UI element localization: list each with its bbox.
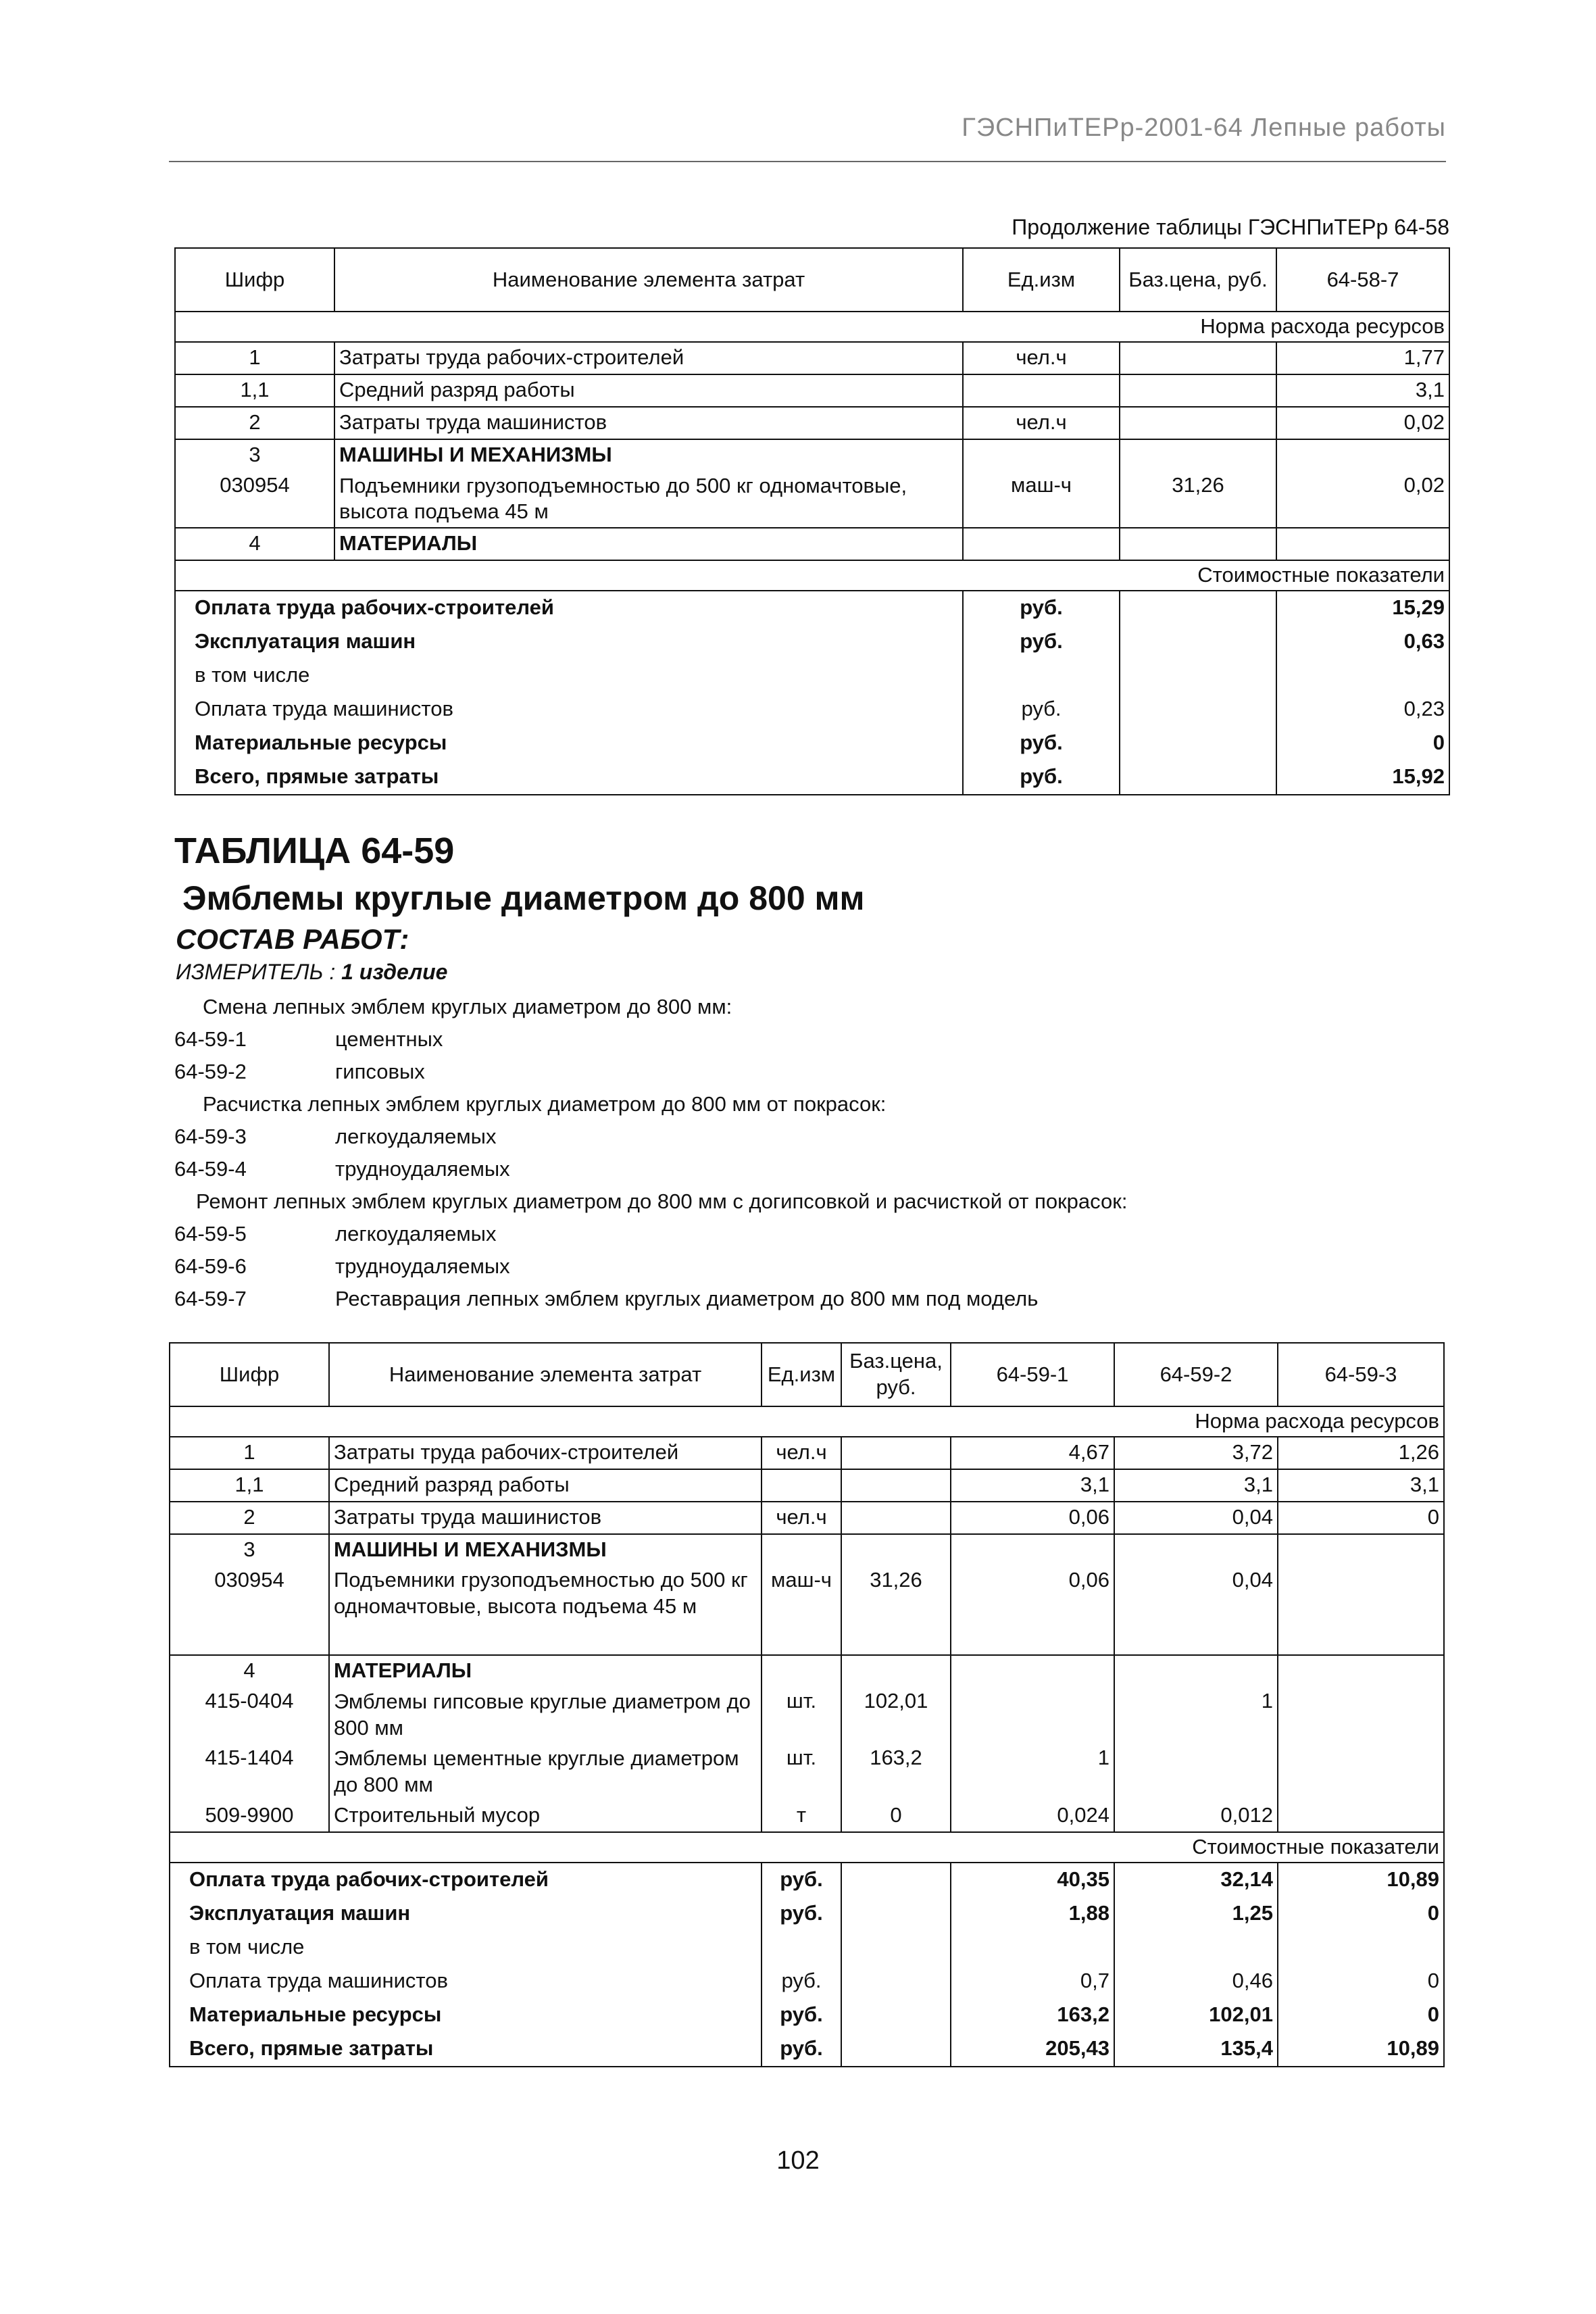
- table1-band-norm: [175, 312, 1449, 342]
- work-text: Реставрация лепных эмблем круглых диаметром до 800 мм под модель: [335, 1287, 1039, 1310]
- cell-unit: шт.: [762, 1744, 841, 1800]
- cell-price: 163,2: [841, 1744, 951, 1800]
- table1-caption: Продолжение таблицы ГЭСНПиТЕРр 64-58: [1012, 215, 1449, 239]
- summary-price-empty: [841, 1931, 951, 1965]
- cell-code: 030954: [170, 1566, 329, 1655]
- header-col1: 64-58-7: [1276, 248, 1449, 312]
- cell-value: [1114, 1655, 1278, 1687]
- cell-name: МАТЕРИАЛЫ: [334, 528, 963, 560]
- summary-row: [175, 727, 1449, 760]
- summary-unit: [762, 1931, 841, 1965]
- section-title: ТАБЛИЦА 64-59: [174, 831, 455, 871]
- cell-value: 1,26: [1278, 1437, 1444, 1469]
- work-code: 64-59-4: [174, 1157, 247, 1181]
- cell-unit: [762, 1655, 841, 1687]
- measure-line: [176, 960, 447, 985]
- summary-value: 10,89: [1278, 1863, 1444, 1897]
- cell-price: [1120, 407, 1276, 439]
- summary-price-empty: [1120, 625, 1276, 659]
- cell-name: Затраты труда рабочих-строителей: [329, 1437, 762, 1469]
- summary-unit: руб.: [762, 2032, 841, 2067]
- table1: [174, 247, 1450, 795]
- summary-price-empty: [841, 1863, 951, 1897]
- summary-price-empty: [841, 1998, 951, 2032]
- header-name: Наименование элемента затрат: [334, 248, 963, 312]
- cell-value: 0: [1278, 1502, 1444, 1534]
- work-group-intro: Ремонт лепных эмблем круглых диаметром до 800 мм с догипсовкой и расчисткой от покрасок:: [196, 1189, 1128, 1213]
- summary-value: 15,29: [1276, 591, 1449, 625]
- cell-value: [1278, 1744, 1444, 1800]
- table2-band-cost: [170, 1832, 1444, 1863]
- cell-price: [1120, 528, 1276, 560]
- cell-value: [1278, 1534, 1444, 1566]
- band-cost-label: Стоимостные показатели: [170, 1832, 1444, 1863]
- summary-value: [951, 1931, 1114, 1965]
- summary-name: Оплата труда машинистов: [170, 1965, 762, 1998]
- header-col1: 64-59-1: [951, 1343, 1114, 1406]
- work-item: [174, 1060, 1391, 1084]
- cell-code: 1: [170, 1437, 329, 1469]
- table1-band-cost: [175, 560, 1449, 591]
- cell-code: 3: [175, 439, 334, 471]
- summary-value: 0,23: [1276, 693, 1449, 727]
- summary-unit: [963, 659, 1120, 693]
- cell-name: Средний разряд работы: [334, 374, 963, 407]
- summary-value: 32,14: [1114, 1863, 1278, 1897]
- work-text: гипсовых: [335, 1060, 425, 1083]
- cell-price: [1120, 342, 1276, 374]
- summary-unit: руб.: [762, 1897, 841, 1931]
- summary-value: 0,46: [1114, 1965, 1278, 1998]
- cell-value: [951, 1687, 1114, 1744]
- summary-name: в том числе: [175, 659, 963, 693]
- cell-name: МАШИНЫ И МЕХАНИЗМЫ: [334, 439, 963, 471]
- header-rule: [169, 161, 1446, 162]
- cell-code: 4: [175, 528, 334, 560]
- work-code: 64-59-2: [174, 1060, 247, 1083]
- cell-value: 0,06: [951, 1502, 1114, 1534]
- summary-name: Эксплуатация машин: [175, 625, 963, 659]
- table-row: [175, 528, 1449, 560]
- table-row: [170, 1800, 1444, 1832]
- header-col2: 64-59-2: [1114, 1343, 1278, 1406]
- summary-value: 0: [1276, 727, 1449, 760]
- summary-value: 10,89: [1278, 2032, 1444, 2067]
- cell-name: Затраты труда рабочих-строителей: [334, 342, 963, 374]
- cell-name: Эмблемы гипсовые круглые диаметром до 800 мм: [329, 1687, 762, 1744]
- cell-unit: маш-ч: [762, 1566, 841, 1655]
- header-code: Шифр: [170, 1343, 329, 1406]
- cell-price: 0: [841, 1800, 951, 1832]
- summary-unit: руб.: [762, 1863, 841, 1897]
- cell-unit: [762, 1469, 841, 1502]
- work-item: [174, 1287, 1391, 1311]
- cell-value: [1276, 528, 1449, 560]
- work-text: трудноудаляемых: [335, 1254, 510, 1278]
- work-text: трудноудаляемых: [335, 1157, 510, 1181]
- section-subtitle: Эмблемы круглые диаметром до 800 мм: [182, 879, 865, 917]
- summary-price-empty: [1120, 693, 1276, 727]
- cell-value: 3,1: [1276, 374, 1449, 407]
- summary-row: [170, 1965, 1444, 1998]
- summary-unit: руб.: [762, 1965, 841, 1998]
- summary-name: Оплата труда машинистов: [175, 693, 963, 727]
- table-row: [170, 1502, 1444, 1534]
- cell-unit: [963, 374, 1120, 407]
- summary-value: 15,92: [1276, 760, 1449, 795]
- table-row: [175, 342, 1449, 374]
- work-text: легкоудаляемых: [335, 1125, 497, 1148]
- band-norm-label: Норма расхода ресурсов: [175, 312, 1449, 342]
- summary-unit: руб.: [963, 591, 1120, 625]
- summary-value: 102,01: [1114, 1998, 1278, 2032]
- summary-row: [170, 1931, 1444, 1965]
- cell-code: 415-0404: [170, 1687, 329, 1744]
- summary-unit: руб.: [963, 693, 1120, 727]
- table-row: [170, 1687, 1444, 1744]
- cell-value: 3,1: [951, 1469, 1114, 1502]
- cell-value: [1278, 1655, 1444, 1687]
- summary-row: [170, 1863, 1444, 1897]
- summary-price-empty: [1120, 591, 1276, 625]
- summary-value: 40,35: [951, 1863, 1114, 1897]
- measure-label: ИЗМЕРИТЕЛЬ :: [176, 960, 336, 984]
- cell-value: [951, 1534, 1114, 1566]
- cell-price: [841, 1655, 951, 1687]
- header-unit: Ед.изм: [963, 248, 1120, 312]
- table-row: [175, 439, 1449, 471]
- summary-value: [1276, 659, 1449, 693]
- cell-unit: чел.ч: [963, 342, 1120, 374]
- summary-value: 0: [1278, 1965, 1444, 1998]
- cell-unit: чел.ч: [762, 1502, 841, 1534]
- cell-unit: чел.ч: [963, 407, 1120, 439]
- summary-value: 1,25: [1114, 1897, 1278, 1931]
- work-item: [174, 1125, 1391, 1149]
- measure-value: 1 изделие: [341, 960, 448, 984]
- table-row: [170, 1566, 1444, 1655]
- summary-row: [175, 760, 1449, 795]
- summary-row: [175, 693, 1449, 727]
- work-code: 64-59-5: [174, 1222, 247, 1246]
- work-item: [174, 1157, 1391, 1181]
- cell-code: 3: [170, 1534, 329, 1566]
- work-group-intro: Смена лепных эмблем круглых диаметром до 800 мм:: [203, 995, 732, 1018]
- cell-value: 0,04: [1114, 1502, 1278, 1534]
- cell-value: [1276, 439, 1449, 471]
- cell-price: 31,26: [841, 1566, 951, 1655]
- header-code: Шифр: [175, 248, 334, 312]
- summary-unit: руб.: [963, 625, 1120, 659]
- summary-unit: руб.: [762, 1998, 841, 2032]
- table-row: [170, 1469, 1444, 1502]
- work-item: [174, 1254, 1391, 1279]
- work-code: 64-59-6: [174, 1254, 247, 1278]
- cell-value: 0,04: [1114, 1566, 1278, 1655]
- work-item: [174, 1222, 1391, 1246]
- work-code: 64-59-3: [174, 1125, 247, 1148]
- cell-value: [1114, 1534, 1278, 1566]
- table2-band-norm: [170, 1406, 1444, 1437]
- summary-price-empty: [841, 2032, 951, 2067]
- summary-name: Материальные ресурсы: [170, 1998, 762, 2032]
- cell-name: Подъемники грузоподъемностью до 500 кг одномачтовые, высота подъема 45 м: [329, 1566, 762, 1655]
- summary-row: [170, 2032, 1444, 2067]
- cell-name: Подъемники грузоподъемностью до 500 кг одномачтовые, высота подъема 45 м: [334, 471, 963, 528]
- work-item: [174, 1027, 1391, 1052]
- table-row: [175, 471, 1449, 528]
- cell-code: 2: [170, 1502, 329, 1534]
- cell-unit: чел.ч: [762, 1437, 841, 1469]
- summary-value: 205,43: [951, 2032, 1114, 2067]
- table-row: [175, 407, 1449, 439]
- summary-name: Оплата труда рабочих-строителей: [170, 1863, 762, 1897]
- work-text: легкоудаляемых: [335, 1222, 497, 1246]
- page-number: 102: [776, 2146, 820, 2175]
- cell-code: 509-9900: [170, 1800, 329, 1832]
- running-header: ГЭСНПиТЕРр-2001-64 Лепные работы: [962, 114, 1446, 142]
- cell-code: 4: [170, 1655, 329, 1687]
- summary-price-empty: [841, 1965, 951, 1998]
- cell-unit: т: [762, 1800, 841, 1832]
- summary-price-empty: [1120, 727, 1276, 760]
- summary-name: Всего, прямые затраты: [170, 2032, 762, 2067]
- table2-header-row: [170, 1343, 1444, 1406]
- work-text: цементных: [335, 1027, 443, 1051]
- cell-value: 3,1: [1114, 1469, 1278, 1502]
- summary-value: 135,4: [1114, 2032, 1278, 2067]
- cell-price: [1120, 374, 1276, 407]
- header-price: Баз.цена, руб.: [841, 1343, 951, 1406]
- summary-value: 1,88: [951, 1897, 1114, 1931]
- summary-name: Материальные ресурсы: [175, 727, 963, 760]
- cell-price: [1120, 439, 1276, 471]
- cell-value: [951, 1655, 1114, 1687]
- cell-unit: [963, 528, 1120, 560]
- summary-row: [170, 1998, 1444, 2032]
- cell-unit: маш-ч: [963, 471, 1120, 528]
- header-col3: 64-59-3: [1278, 1343, 1444, 1406]
- table-row: [175, 374, 1449, 407]
- cell-name: Затраты труда машинистов: [329, 1502, 762, 1534]
- work-code: 64-59-7: [174, 1287, 247, 1310]
- cell-name: Затраты труда машинистов: [334, 407, 963, 439]
- cell-value: 1: [951, 1744, 1114, 1800]
- cell-code: 1,1: [170, 1469, 329, 1502]
- cell-price: 31,26: [1120, 471, 1276, 528]
- cell-price: [841, 1437, 951, 1469]
- header-unit: Ед.изм: [762, 1343, 841, 1406]
- cell-name: Средний разряд работы: [329, 1469, 762, 1502]
- cell-code: 030954: [175, 471, 334, 528]
- summary-row: [175, 625, 1449, 659]
- summary-price-empty: [1120, 760, 1276, 795]
- cell-price: [841, 1502, 951, 1534]
- cell-value: 4,67: [951, 1437, 1114, 1469]
- summary-row: [175, 591, 1449, 625]
- table-row: [170, 1534, 1444, 1566]
- cell-price: [841, 1534, 951, 1566]
- cell-value: 0,02: [1276, 407, 1449, 439]
- cell-value: 1,77: [1276, 342, 1449, 374]
- summary-value: [1114, 1931, 1278, 1965]
- cell-value: 0,024: [951, 1800, 1114, 1832]
- cell-value: 1: [1114, 1687, 1278, 1744]
- table-row: [170, 1744, 1444, 1800]
- summary-value: 0,7: [951, 1965, 1114, 1998]
- summary-row: [170, 1897, 1444, 1931]
- cell-code: 2: [175, 407, 334, 439]
- cell-value: [1278, 1687, 1444, 1744]
- cell-unit: [762, 1534, 841, 1566]
- cell-unit: [963, 439, 1120, 471]
- summary-row: [175, 659, 1449, 693]
- cell-value: 3,72: [1114, 1437, 1278, 1469]
- table-row: [170, 1655, 1444, 1687]
- sostav-heading: СОСТАВ РАБОТ:: [176, 923, 409, 955]
- summary-value: [1278, 1931, 1444, 1965]
- band-cost-label: Стоимостные показатели: [175, 560, 1449, 591]
- cell-value: [1278, 1566, 1444, 1655]
- cell-code: 415-1404: [170, 1744, 329, 1800]
- summary-name: в том числе: [170, 1931, 762, 1965]
- cell-name: Строительный мусор: [329, 1800, 762, 1832]
- header-name: Наименование элемента затрат: [329, 1343, 762, 1406]
- summary-name: Эксплуатация машин: [170, 1897, 762, 1931]
- summary-name: Оплата труда рабочих-строителей: [175, 591, 963, 625]
- cell-value: [1278, 1800, 1444, 1832]
- cell-value: 0,06: [951, 1566, 1114, 1655]
- summary-value: 0: [1278, 1998, 1444, 2032]
- summary-value: 0,63: [1276, 625, 1449, 659]
- cell-value: 0,012: [1114, 1800, 1278, 1832]
- summary-unit: руб.: [963, 727, 1120, 760]
- cell-value: 3,1: [1278, 1469, 1444, 1502]
- cell-name: МАТЕРИАЛЫ: [329, 1655, 762, 1687]
- cell-value: 0,02: [1276, 471, 1449, 528]
- cell-name: МАШИНЫ И МЕХАНИЗМЫ: [329, 1534, 762, 1566]
- cell-code: 1,1: [175, 374, 334, 407]
- summary-price-empty: [1120, 659, 1276, 693]
- summary-price-empty: [841, 1897, 951, 1931]
- table2: [169, 1342, 1445, 2067]
- summary-value: 0: [1278, 1897, 1444, 1931]
- summary-value: 163,2: [951, 1998, 1114, 2032]
- cell-price: [841, 1469, 951, 1502]
- cell-code: 1: [175, 342, 334, 374]
- summary-unit: руб.: [963, 760, 1120, 795]
- cell-value: [1114, 1744, 1278, 1800]
- band-norm-label: Норма расхода ресурсов: [170, 1406, 1444, 1437]
- cell-unit: шт.: [762, 1687, 841, 1744]
- cell-name: Эмблемы цементные круглые диаметром до 800 мм: [329, 1744, 762, 1800]
- summary-name: Всего, прямые затраты: [175, 760, 963, 795]
- work-group-intro: Расчистка лепных эмблем круглых диаметром до 800 мм от покрасок:: [203, 1092, 887, 1116]
- cell-price: 102,01: [841, 1687, 951, 1744]
- table1-header-row: [175, 248, 1449, 312]
- table-row: [170, 1437, 1444, 1469]
- work-code: 64-59-1: [174, 1027, 247, 1051]
- header-price: Баз.цена, руб.: [1120, 248, 1276, 312]
